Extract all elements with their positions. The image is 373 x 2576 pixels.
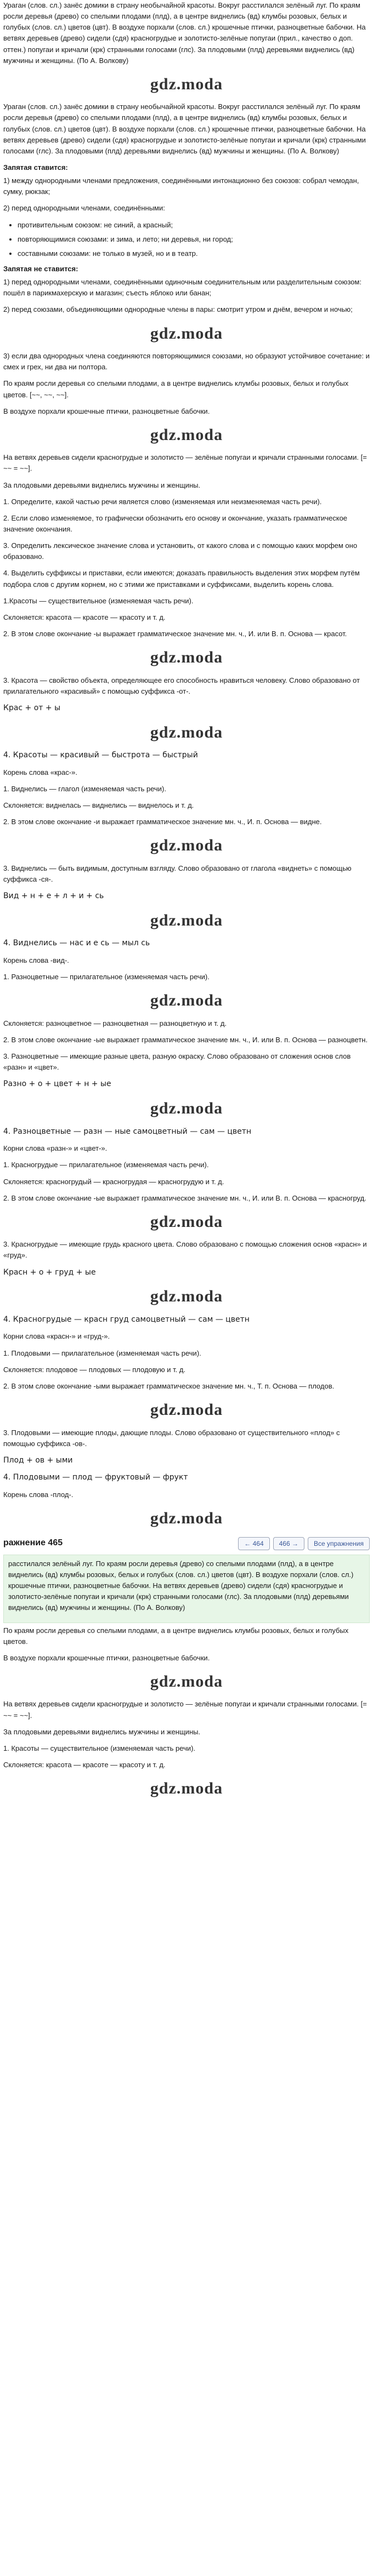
watermark: gdz.moda [150,723,223,741]
analysis-sentence: На ветвях деревьев сидели красногрудые и золотисто — зелёные попугаи и кричали странными голосами. [= ~~ = ~~]. [3,453,367,473]
parse-line: 1. Виднелись — глагол (изменяемая часть речи). [3,784,166,793]
rule-item: 3) если два однородных члена соединяются повторяющимися союзами, но образуют устойчивое сочетание: и смех и грех, ни два ни полтора. [3,352,370,372]
parse-line: Корень слова -вид-. [3,956,69,964]
parse-line: Склоняется: красота — красоте — красоту и т. д. [3,613,166,621]
watermark: gdz.moda [150,1401,223,1419]
morpheme-scheme: Крас + от + ы [3,703,61,712]
parse-line: 1.Красоты — существительное (изменяемая часть речи). [3,596,194,605]
watermark: gdz.moda [150,75,223,93]
highlight-text: расстилался зелёный луг. По краям росли деревья (древо) со спелыми плодами (плд), а в центре виднелись (вд) клумбы розовых, белых и голубых (слов. сл.) цветов (цвт). В воздухе порхали (слов. сл.) крошечные птички, разноцветные бабочки. На ветвях деревьев (древо) сидели (сдя) красногрудые и золотисто-зелёные попугаи и кричали (крк) странными голосами (глс). За плодовыми (плд) деревьями виднелись (вд) мужчины и женщины. (По А. Волкову) [8,1559,354,1612]
watermark: gdz.moda [150,1212,223,1231]
parse-line: 1. Красоты — существительное (изменяемая часть речи). [3,1744,196,1752]
rule-item: 2) перед однородными членами, соединёнными: [3,204,165,213]
all-exercises-button[interactable]: Все упражнения [308,1537,370,1551]
parse-line: Корни слова «разн-» и «цвет-». [3,1144,108,1153]
parse-line: 2. В этом слове окончание -ыми выражает грамматическое значение мн. ч., Т. п. Основа — плодов. [3,1381,335,1390]
parse-line: 1. Плодовыми — прилагательное (изменяемая часть речи). [3,1349,201,1357]
morpheme-comparison: 4. Виднелись — нас и е сь — мыл сь [3,939,150,948]
morpheme-scheme: Плод + ов + ыми [3,1455,73,1465]
watermark: gdz.moda [150,1672,223,1690]
analysis-sentence: За плодовыми деревьями виднелись мужчины и женщины. [3,1727,201,1736]
analysis-sentence: По краям росли деревья со спелыми плодами, а в центре виднелись клумбы розовых, белых и голубых цветов. [~~, ~~, ~~]. [3,379,349,399]
watermark: gdz.moda [150,1099,223,1118]
rule-item: 1) между однородными членами предложения, соединёнными интонационно без союзов: собрал чемодан, сумку, рюкзак; [3,176,359,196]
exercise-text: Ураган (слов. сл.) занёс домики в страну необычайной красоты. Вокруг расстилался зелёный луг. По краям росли деревья (древо) со спелыми плодами (плд), а в центре виднелись (вд) клумбы розовых, белых и голубых (слов. сл.) цветов (цвт). В воздухе порхали (слов. сл.) крошечные птички, разноцветные бабочки. На ветвях деревьев (древо) сидели (сдя) красногрудые и золотисто-зелёные попугаи (прил., качество о доп. оттен.) попугаи и кричали (крк) странными голосами (глс). За плодовыми (плд) деревьями виднелись (вд) мужчины и женщины. (По А. Волкову) [3,1,366,65]
parse-line: Склоняется: виднелась — виднелись — виднелось и т. д. [3,801,194,810]
parse-line: 2. В этом слове окончание -ы выражает грамматическое значение мн. ч., И. или В. п. Основа — красот. [3,629,347,638]
parse-line: Склоняется: красногрудый — красногрудая — красногрудую и т. д. [3,1177,224,1186]
morpheme-scheme: Разно + о + цвет + н + ые [3,1079,111,1089]
parse-line: Корни слова «красн-» и «груд-». [3,1332,110,1341]
rule-item: 2) перед союзами, объединяющими однородные члены в пары: смотрит утром и днём, вечером и ночью; [3,305,353,314]
rule-heading: Запятая ставится: [3,163,68,172]
task-step: 3. Определить лексическое значение слова и установить, от какого слова и с помощью каких морфем оно образовано. [3,541,358,561]
watermark: gdz.moda [150,324,223,342]
parse-line: 3. Виднелись — быть видимым, доступным взгляду. Слово образовано от глагола «виднеть» с помощью суффикса -ся-. [3,864,352,883]
analysis-sentence: В воздухе порхали крошечные птички, разноцветные бабочки. [3,407,210,415]
parse-line: Склоняется: плодовое — плодовых — плодовую и т. д. [3,1365,186,1374]
watermark: gdz.moda [150,836,223,855]
analysis-sentence: На ветвях деревьев сидели красногрудые и золотисто — зелёные попугаи и кричали странными голосами. [= ~~ = ~~]. [3,1700,367,1720]
parse-line: 1. Красногрудые — прилагательное (изменяемая часть речи). [3,1161,209,1169]
rule-item: 1) перед однородными членами, соединёнными одиночным соединительным или разделительным союзом: пошёл в парикмахерскую и магазин; съесть яблоко или банан; [3,278,361,298]
exercise-text-annotated: Ураган (слов. сл.) занёс домики в страну необычайной красоты. Вокруг расстилался зелёный луг. По краям росли деревья (древо) со спелыми плодами (плд), а в центре виднелись (вд) клумбы розовых, белых и голубых (слов. сл.) цветов (цвт). В воздухе порхали (слов. сл.) крошечные птички, разноцветные бабочки. На ветвях деревьев (древо) сидели (сдя) красногрудые и золотисто-зелёные попугаи и кричали (крк) странными голосами (глс). За плодовыми (плд) деревьями виднелись (вд) мужчины и женщины. (По А. Волкову) [3,102,366,155]
watermark: gdz.moda [150,1287,223,1306]
watermark: gdz.moda [150,648,223,667]
next-exercise-button[interactable]: 466 → [273,1537,304,1551]
parse-line: Склоняется: красота — красоте — красоту и т. д. [3,1760,166,1769]
morpheme-scheme: Красн + о + груд + ые [3,1267,96,1277]
parse-line: 3. Плодовыми — имеющие плоды, дающие плоды. Слово образовано от существительного «плод» с помощью суффикса -ов-. [3,1428,340,1448]
parse-line: Корень слова -плод-. [3,1490,74,1499]
analysis-sentence: По краям росли деревья со спелыми плодами, а в центре виднелись клумбы розовых, белых и голубых цветов. [3,1626,349,1646]
exercise-text-highlight [3,1555,370,1623]
rule-subitem: • противительным союзом: не синий, а красный; [18,220,370,231]
analysis-sentence: За плодовыми деревьями виднелись мужчины и женщины. [3,481,201,489]
rule-subitem: • повторяющимися союзами: и зима, и лето; ни деревья, ни город; [18,234,370,245]
parse-line: Корень слова «крас-». [3,768,77,776]
rule-subitem: • составными союзами: не только в музей, но и в театр. [18,248,370,259]
rule-heading: Запятая не ставится: [3,265,78,273]
exercise-title: ражнение 465 [3,1538,63,1548]
task-step: 2. Если слово изменяемое, то графически обозначить его основу и окончание, указать грамматическое значение окончания. [3,513,348,533]
analysis-sentence: В воздухе порхали крошечные птички, разноцветные бабочки. [3,1653,210,1662]
morpheme-comparison: 4. Красоты — красивый — быстрота — быстрый [3,751,198,760]
parse-line: 1. Разноцветные — прилагательное (изменяемая часть речи). [3,973,210,981]
morpheme-comparison: 4. Красногрудые — красн груд самоцветный — сам — цветн [3,1315,250,1324]
parse-line: 2. В этом слове окончание -ые выражает грамматическое значение мн. ч., И. или В. п. Основа — красногруд. [3,1193,366,1202]
watermark: gdz.moda [150,911,223,929]
parse-line: 3. Разноцветные — имеющие разные цвета, разную окраску. Слово образовано от сложения основ слов «разн» и «цвет». [3,1052,351,1072]
watermark: gdz.moda [150,1509,223,1528]
watermark: gdz.moda [150,991,223,1010]
prev-exercise-button[interactable]: ← 464 [238,1537,269,1551]
parse-line: Склоняется: разноцветное — разноцветная — разноцветную и т. д. [3,1019,227,1027]
morpheme-comparison: 4. Разноцветные — разн — ные самоцветный — сам — цветн [3,1127,252,1136]
exercise-nav [3,1536,370,1551]
parse-line: 3. Красота — свойство объекта, определяющее его способность нравиться человеку. Слово образовано от прилагательного «красивый» с помощью суффикса -от-. [3,676,360,695]
task-step: 4. Выделить суффиксы и приставки, если имеются; доказать правильность выделения этих морфем путём подбора слов с другим корнем, но с этими же приставками и суффиксами, выделить корень слова. [3,569,360,589]
parse-line: 2. В этом слове окончание -ые выражает грамматическое значение мн. ч., И. или В. п. Основа — разноцветн. [3,1035,368,1044]
parse-line: 2. В этом слове окончание -и выражает грамматическое значение мн. ч., И. п. Основа — видне. [3,818,322,826]
parse-line: 3. Красногрудые — имеющие грудь красного цвета. Слово образовано с помощью сложения основ «красн» и «груд». [3,1240,367,1260]
watermark: gdz.moda [150,425,223,444]
watermark: gdz.moda [150,1779,223,1798]
task-step: 1. Определите, какой частью речи является слово (изменяемая или неизменяемая часть речи). [3,497,322,506]
morpheme-comparison: 4. Плодовыми — плод — фруктовый — фрукт [3,1473,188,1482]
morpheme-scheme: Вид + н + е + л + и + сь [3,892,104,901]
